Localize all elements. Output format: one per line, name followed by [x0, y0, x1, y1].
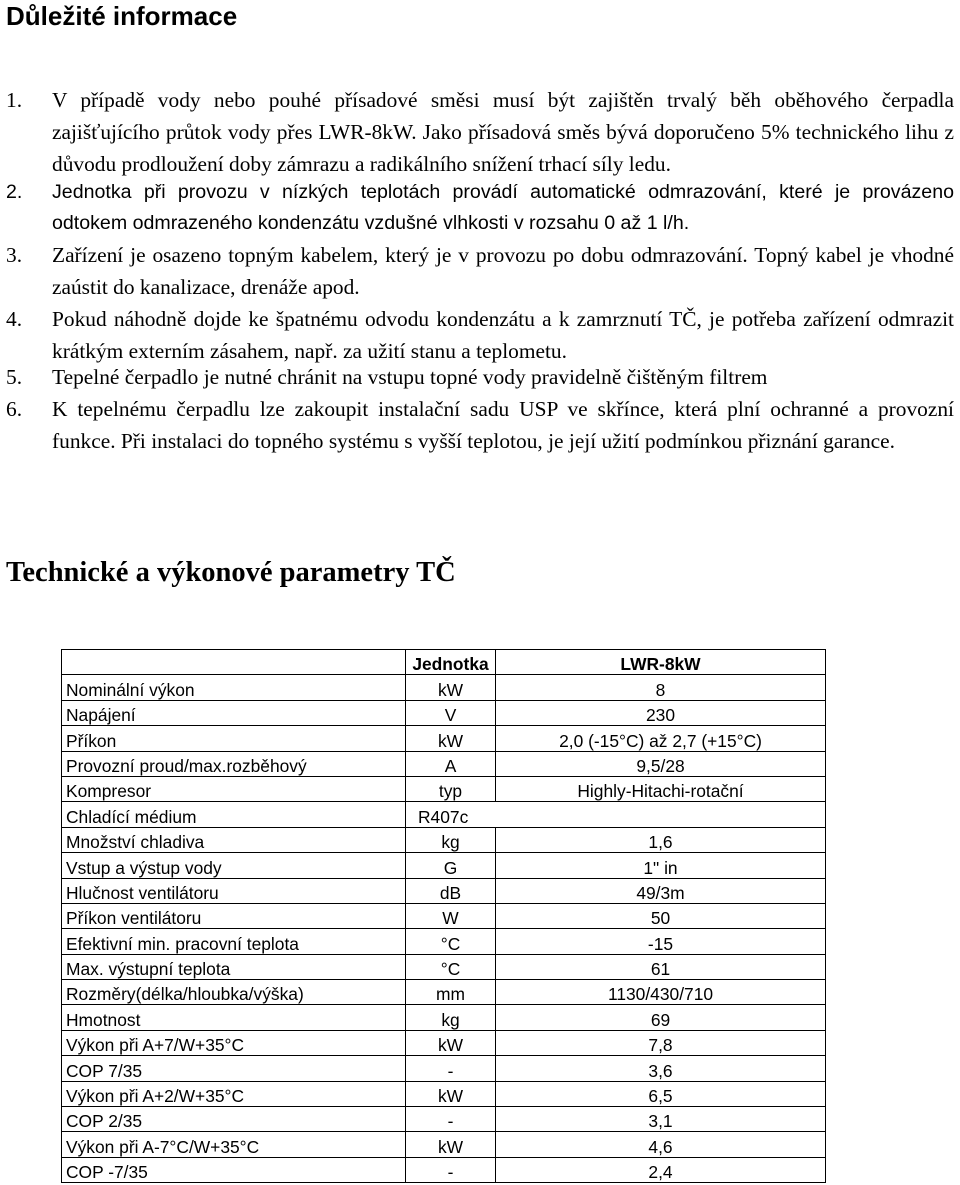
param-unit: mm [406, 980, 496, 1005]
header-model: LWR-8kW [496, 650, 826, 675]
param-unit: V [406, 700, 496, 725]
param-name: Chladící médium [62, 802, 406, 827]
param-name: Výkon při A+7/W+35°C [62, 1030, 406, 1055]
param-name: COP -7/35 [62, 1157, 406, 1182]
param-unit: °C [406, 929, 496, 954]
table-row [62, 802, 826, 827]
param-name: Rozměry(délka/hloubka/výška) [62, 980, 406, 1005]
param-value: 1,6 [496, 827, 826, 852]
param-unit: - [406, 1056, 496, 1081]
param-name: Vstup a výstup vody [62, 853, 406, 878]
table-row [62, 980, 826, 1005]
table-row [62, 1056, 826, 1081]
table-row [62, 751, 826, 776]
param-name: Nominální výkon [62, 675, 406, 700]
params-header-row [62, 650, 826, 675]
table-row [62, 853, 826, 878]
param-unit: kg [406, 1005, 496, 1030]
param-value: 4,6 [496, 1132, 826, 1157]
info-item-text: Tepelné čerpadlo je nutné chránit na vstupu topné vody pravidelně čištěným filtrem [52, 365, 768, 389]
info-item-text: V případě vody nebo pouhé přísadové směsi musí být zajištěn trvalý běh oběhového čerpadla zajišťujícího průtok vody přes LWR-8kW. Jako přísadová směs bývá doporučeno 5% technického lihu z důvodu prodloužení doby zámrazu a radikálního snížení trhací síly ledu. [52, 88, 954, 176]
param-value: 1130/430/710 [496, 980, 826, 1005]
param-name: Hmotnost [62, 1005, 406, 1030]
info-item [6, 84, 954, 180]
params-heading: Technické a výkonové parametry TČ [6, 557, 456, 588]
table-row [62, 1005, 826, 1030]
param-value: 2,4 [496, 1157, 826, 1182]
table-row [62, 1030, 826, 1055]
info-item-text: Pokud náhodně dojde ke špatnému odvodu kondenzátu a k zamrznutí TČ, je potřeba zařízení odmrazit krátkým externím zásahem, např. za užití stanu a teplometu. [52, 307, 954, 363]
table-row [62, 1132, 826, 1157]
param-unit: - [406, 1107, 496, 1132]
param-name: Výkon při A+2/W+35°C [62, 1081, 406, 1106]
table-row [62, 827, 826, 852]
param-value: 9,5/28 [496, 751, 826, 776]
param-value: 6,5 [496, 1081, 826, 1106]
param-unit: kW [406, 675, 496, 700]
param-unit: W [406, 903, 496, 928]
info-item-number: 4. [6, 307, 23, 331]
table-row [62, 700, 826, 725]
param-unit: dB [406, 878, 496, 903]
table-row [62, 726, 826, 751]
table-row [62, 929, 826, 954]
param-name: Kompresor [62, 776, 406, 801]
info-item [6, 177, 954, 239]
param-unit: kW [406, 1030, 496, 1055]
info-item [6, 393, 954, 457]
param-name: Příkon [62, 726, 406, 751]
param-name: Výkon při A-7°C/W+35°C [62, 1132, 406, 1157]
table-row [62, 1157, 826, 1182]
table-row [62, 776, 826, 801]
info-item-number: 5. [6, 365, 23, 389]
param-value: 69 [496, 1005, 826, 1030]
info-item [6, 239, 954, 303]
param-unit: °C [406, 954, 496, 979]
table-row [62, 903, 826, 928]
important-info-heading: Důležité informace [6, 1, 238, 31]
param-value: -15 [496, 929, 826, 954]
param-name: COP 7/35 [62, 1056, 406, 1081]
param-value: 49/3m [496, 878, 826, 903]
param-value: 230 [496, 700, 826, 725]
param-unit: kW [406, 1132, 496, 1157]
param-value: 8 [496, 675, 826, 700]
param-unit: kg [406, 827, 496, 852]
table-row [62, 878, 826, 903]
info-item-text: Jednotka při provozu v nízkých teplotách provádí automatické odmrazování, které je provázeno odtokem odmrazeného kondenzátu vzdušné vlhkosti v rozsahu 0 až 1 l/h. [52, 181, 954, 234]
param-name: Efektivní min. pracovní teplota [62, 929, 406, 954]
param-unit: kW [406, 726, 496, 751]
param-value: 3,6 [496, 1056, 826, 1081]
param-value: 3,1 [496, 1107, 826, 1132]
param-name: Provozní proud/max.rozběhový [62, 751, 406, 776]
param-unit: typ [406, 776, 496, 801]
param-name: Hlučnost ventilátoru [62, 878, 406, 903]
info-item [6, 361, 954, 393]
header-param [62, 650, 406, 675]
param-name: Množství chladiva [62, 827, 406, 852]
param-name: Max. výstupní teplota [62, 954, 406, 979]
info-item-number: 6. [6, 397, 23, 421]
table-row [62, 1107, 826, 1132]
table-row [62, 1081, 826, 1106]
param-value: 2,0 (-15°C) až 2,7 (+15°C) [496, 726, 826, 751]
info-item-number: 2. [6, 181, 23, 203]
param-name: Napájení [62, 700, 406, 725]
header-unit: Jednotka [406, 650, 496, 675]
param-unit: - [406, 1157, 496, 1182]
info-item-text: Zařízení je osazeno topným kabelem, který je v provozu po dobu odmrazování. Topný kabel je vhodné zaústit do kanalizace, drenáže apod. [52, 243, 954, 299]
param-name: COP 2/35 [62, 1107, 406, 1132]
param-name: Příkon ventilátoru [62, 903, 406, 928]
params-table [61, 649, 826, 1183]
param-unit: G [406, 853, 496, 878]
param-unit: A [406, 751, 496, 776]
param-value: Highly-Hitachi-rotační [496, 776, 826, 801]
table-row [62, 675, 826, 700]
info-item-text: K tepelnému čerpadlu lze zakoupit instalační sadu USP ve skřínce, která plní ochranné a provozní funkce. Při instalaci do topného systému s vyšší teplotou, je její užití podmínkou přiznání garance. [52, 397, 954, 453]
param-value: 1" in [496, 853, 826, 878]
info-item-number: 1. [6, 88, 23, 112]
info-item [6, 303, 954, 367]
param-value: 61 [496, 954, 826, 979]
param-unit: kW [406, 1081, 496, 1106]
info-item-number: 3. [6, 243, 23, 267]
important-info-list [6, 84, 954, 457]
table-row [62, 954, 826, 979]
param-value: 50 [496, 903, 826, 928]
param-value: R407c [406, 802, 826, 827]
param-value: 7,8 [496, 1030, 826, 1055]
